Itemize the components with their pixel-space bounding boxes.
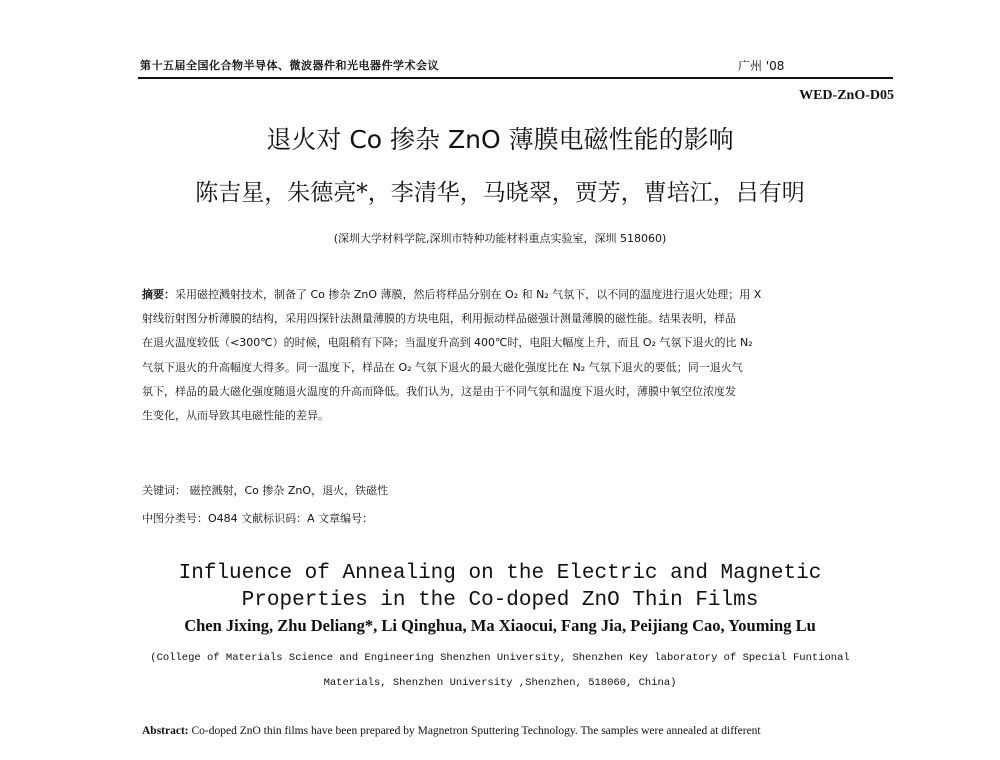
header-rule	[138, 77, 893, 79]
location-year: 广州 '08	[738, 59, 785, 73]
abstract-line: 在退火温度较低（<300℃）的时候，电阻稍有下降；当温度升高到 400℃时，电阻大幅度上升，而且 O₂ 气氛下退火的比 N₂	[142, 336, 753, 350]
title-english-line: Properties in the Co-doped ZnO Thin Films	[241, 589, 759, 612]
abstract-text: 采用磁控溅射技术，制备了 Co 掺杂 ZnO 薄膜，然后将样品分别在 O₂ 和 N₂ 气氛下，以不同的温度进行退火处理；用 X	[175, 288, 762, 301]
abstract-english	[142, 725, 761, 737]
abstract-chinese	[142, 283, 854, 428]
affiliation-chinese: (深圳大学材料学院,深圳市特种功能材料重点实验室，深圳 518060)	[333, 232, 667, 245]
authors-english: Chen Jixing, Zhu Deliang*, Li Qinghua, Ma Xiaocui, Fang Jia, Peijiang Cao, Youming Lu	[184, 616, 816, 635]
abstract-line: 生变化，从而导致其电磁性能的差异。	[142, 409, 329, 423]
keywords-chinese: 关键词： 磁控溅射，Co 掺杂 ZnO，退火，铁磁性	[142, 484, 389, 497]
title-english-line: Influence of Annealing on the Electric and Magnetic	[178, 562, 822, 585]
authors-chinese: 陈吉星，朱德亮*，李清华，马晓翠，贾芳，曹培江，吕有明	[195, 180, 805, 206]
abstract-english-label: Abstract:	[142, 725, 189, 737]
affiliation-english	[0, 646, 1000, 696]
title-chinese: 退火对 Co 掺杂 ZnO 薄膜电磁性能的影响	[266, 125, 734, 154]
abstract-line: 气氛下退火的升高幅度大得多。同一温度下，样品在 O₂ 气氛下退火的最大磁化强度比在 N₂ 气氛下退火的要低；同一退火气	[142, 360, 743, 374]
affiliation-english-line: Materials, Shenzhen University ,Shenzhen, 518060, China)	[323, 677, 677, 689]
abstract-english-text: Co-doped ZnO thin films have been prepared by Magnetron Sputtering Technology. The samples were annealed at different	[188, 725, 761, 737]
paper-id: WED-ZnO-D05	[799, 88, 894, 103]
abstract-label: 摘要：	[142, 288, 175, 301]
title-english	[0, 560, 1000, 614]
affiliation-english-line: (College of Materials Science and Engineering Shenzhen University, Shenzhen Key laboratory of Special Funtional	[150, 652, 850, 664]
abstract-line	[142, 283, 854, 307]
abstract-line: 射线衍射图分析薄膜的结构，采用四探针法测量薄膜的方块电阻，利用振动样品磁强计测量薄膜的磁性能。结果表明，样品	[142, 312, 736, 326]
conference-header: 第十五届全国化合物半导体、微波器件和光电器件学术会议	[140, 59, 439, 72]
abstract-line: 氛下，样品的最大磁化强度随退火温度的升高而降低。我们认为，这是由于不同气氛和温度下退火时，薄膜中氧空位浓度发	[142, 384, 736, 398]
classification-chinese: 中图分类号：O484 文献标识码：A 文章编号：	[142, 512, 374, 525]
